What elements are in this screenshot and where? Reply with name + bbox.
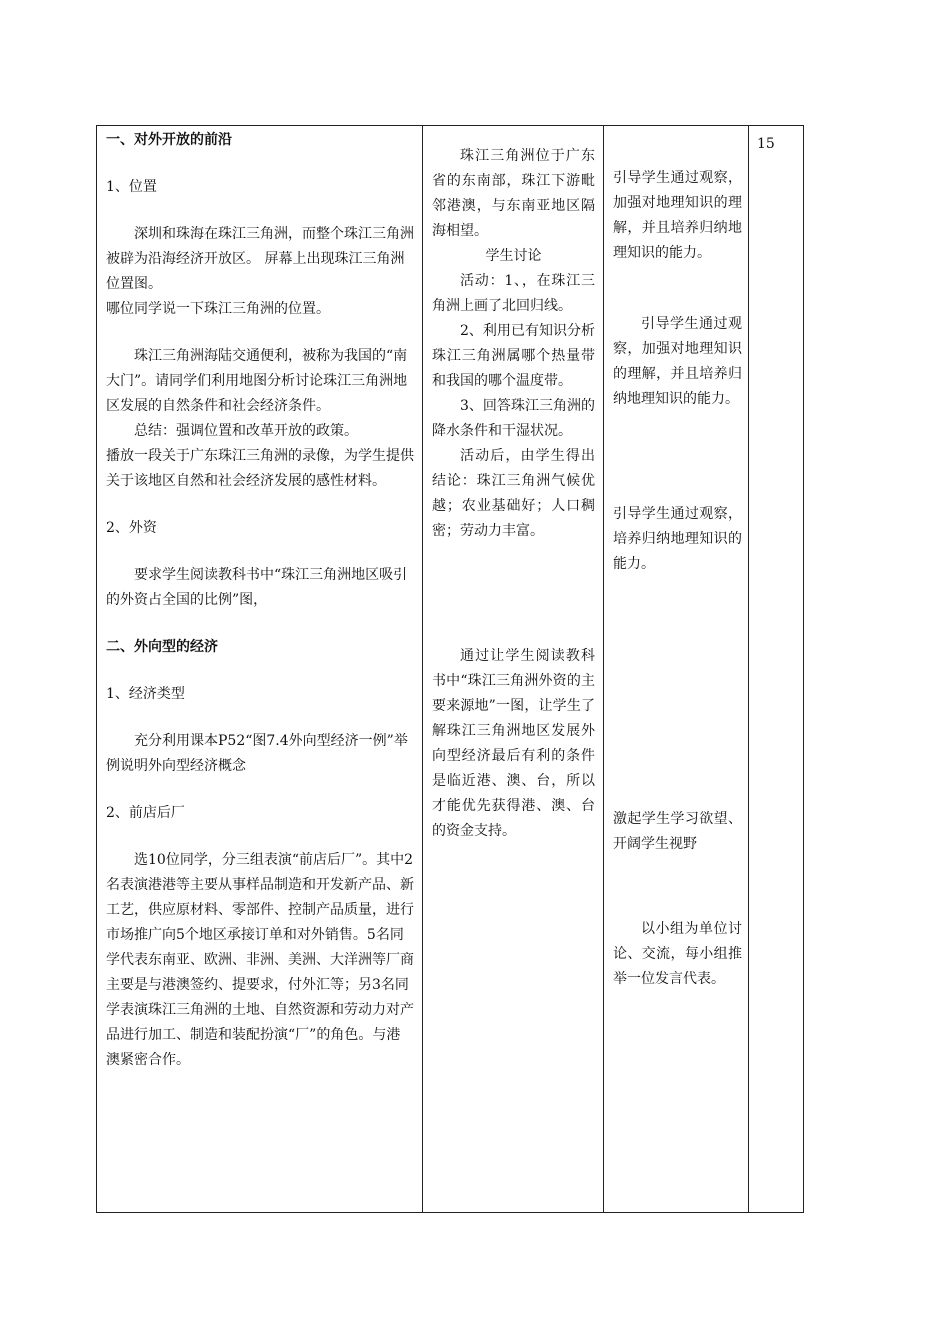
lesson-plan-table: [96, 125, 804, 1213]
paragraph: 活动后，由学生得出结论：珠江三角洲气候优越；农业基础好；人口稠密；劳动力丰富。: [432, 448, 595, 539]
paragraph: 播放一段关于广东珠江三角洲的录像，为学生提供关于该地区自然和社会经济发展的感性材料。: [106, 448, 414, 489]
section-title: 二、外向型的经济: [106, 639, 218, 655]
paragraph: 激起学生学习欲望、开阔学生视野: [613, 811, 742, 852]
time-minutes: 15: [757, 136, 775, 152]
subsection-title: 1、位置: [106, 179, 157, 195]
paragraph: 充分利用课本P52“图7.4外向型经济一例”举例说明外向型经济概念: [106, 733, 408, 774]
design-intent-column: [604, 126, 748, 1212]
subsection-title: 2、外资: [106, 520, 157, 536]
paragraph: 2、利用已有知识分析珠江三角洲属哪个热量带和我国的哪个温度带。: [432, 323, 595, 389]
paragraph: 珠江三角洲位于广东省的东南部，珠江下游毗邻港澳，与东南亚地区隔海相望。: [432, 148, 595, 239]
paragraph: 3、回答珠江三角洲的降水条件和干湿状况。: [432, 398, 595, 439]
paragraph: 通过让学生阅读教科书中“珠江三角洲外资的主要来源地”一图，让学生了解珠江三角洲地区发展外向型经济最后有利的条件是临近港、澳、台，所以才能优先获得港、澳、台的资金支持。: [432, 648, 595, 839]
student-activity-column: [423, 126, 603, 1212]
paragraph: 以小组为单位讨论、交流，每小组推举一位发言代表。: [613, 921, 742, 987]
paragraph: 深圳和珠海在珠江三角洲，而整个珠江三角洲被辟为沿海经济开放区。 屏幕上出现珠江三角洲位置图。: [106, 226, 414, 292]
paragraph: 哪位同学说一下珠江三角洲的位置。: [106, 301, 330, 317]
time-column: [749, 126, 805, 1212]
teaching-content-column: [97, 126, 422, 1212]
paragraph: 引导学生通过观察，培养归纳地理知识的能力。: [613, 506, 742, 572]
paragraph: 学生讨论: [485, 248, 542, 264]
section-title: 一、对外开放的前沿: [106, 132, 232, 148]
paragraph: 要求学生阅读教科书中“珠江三角洲地区吸引的外资占全国的比例”图，: [106, 567, 408, 608]
subsection-title: 2、前店后厂: [106, 805, 185, 821]
paragraph: 选10位同学，分三组表演“前店后厂”。其中2名表演港港等主要从事样品制造和开发新产品、新工艺，供应原材料、零部件、控制产品质量，进行市场推广向5个地区承接订单和对外销售。5名同学代表东南亚、欧洲、非洲、美洲、大洋洲等厂商主要是与港澳签约、提要求，付外汇等；另3名同学表演珠江三角洲的土地、自然资源和劳动力对产品进行加工、制造和装配扮演“厂”的角色。与港澳紧密合作。: [106, 852, 414, 1068]
paragraph: 总结：强调位置和改革开放的政策。: [134, 423, 358, 439]
subsection-title: 1、经济类型: [106, 686, 185, 702]
paragraph: 引导学生通过观察，加强对地理知识的理解，并且培养归纳地理知识的能力。: [613, 316, 742, 407]
paragraph: 活动：1、，在珠江三角洲上画了北回归线。: [432, 273, 595, 314]
paragraph: 珠江三角洲海陆交通便利，被称为我国的“南大门”。请同学们利用地图分析讨论珠江三角洲地区发展的自然条件和社会经济条件。: [106, 348, 408, 414]
paragraph: 引导学生通过观察，加强对地理知识的理解，并且培养归纳地理知识的能力。: [613, 170, 742, 261]
